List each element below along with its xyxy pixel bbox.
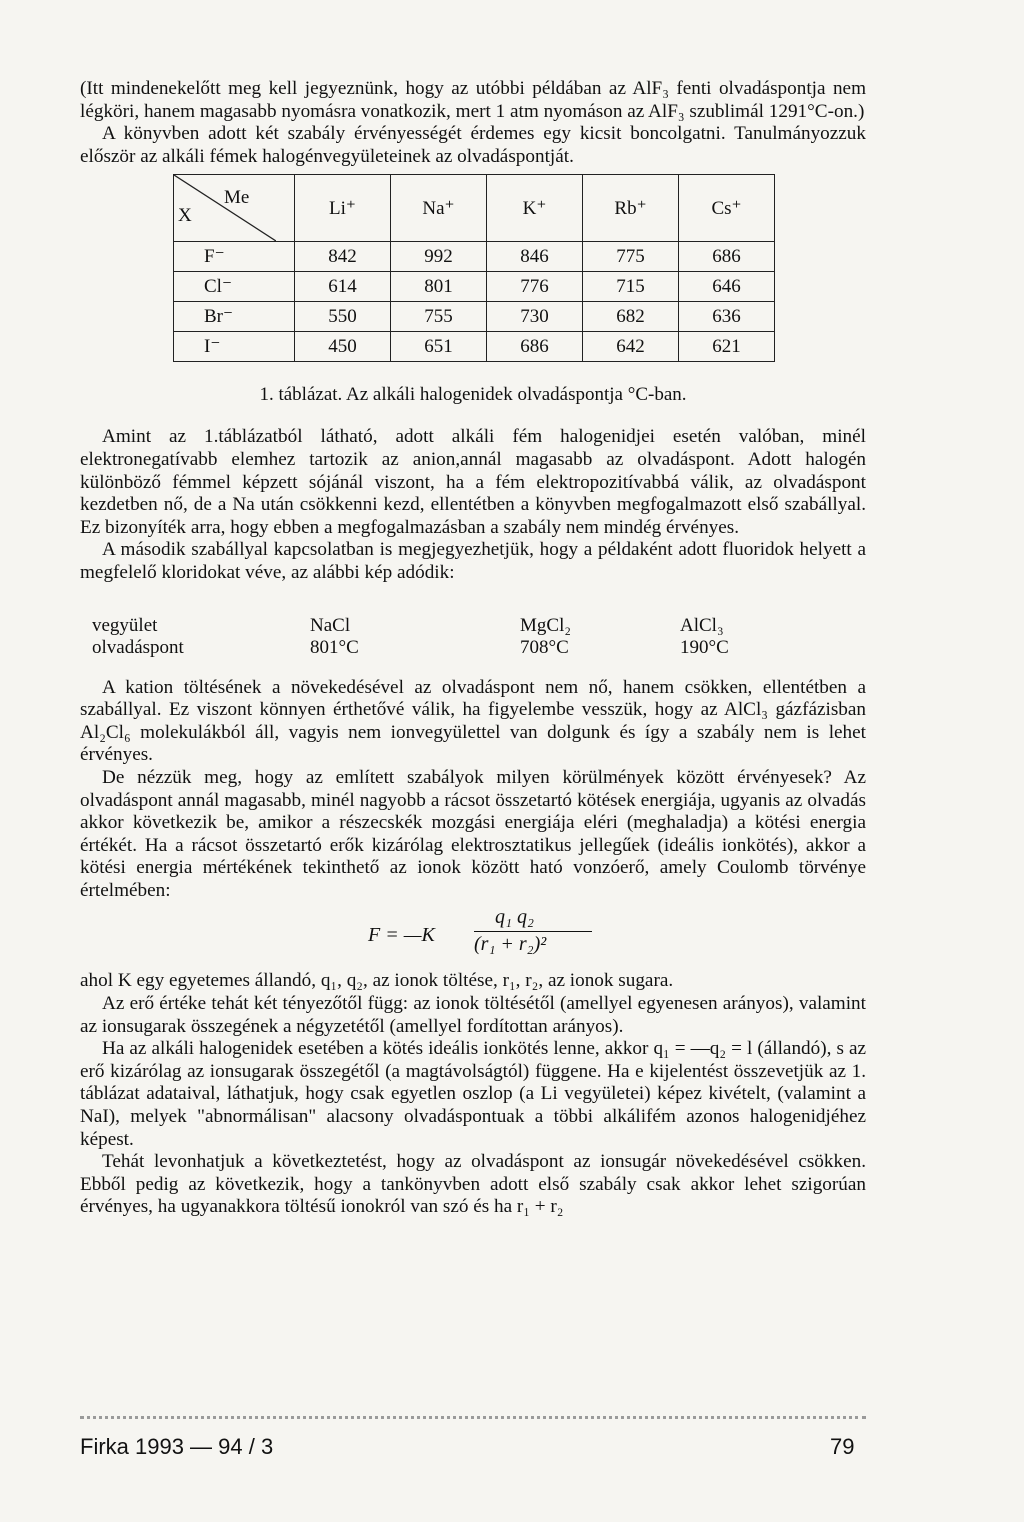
footer-divider	[80, 1416, 866, 1419]
fraction-bar	[474, 931, 592, 932]
row-header: Br⁻	[174, 302, 295, 332]
formula-lhs: F = —K	[368, 924, 435, 947]
article-body	[80, 78, 866, 1219]
table-cell: 614	[295, 272, 391, 302]
compound-name: AlCl₃	[680, 614, 724, 636]
corner-label-halogen: X	[178, 205, 192, 227]
row-header: F⁻	[174, 242, 295, 272]
table-cell: 730	[487, 302, 583, 332]
table-cell: 682	[583, 302, 679, 332]
journal-issue: Firka 1993 — 94 / 3	[80, 1434, 274, 1459]
paragraph-conclusion: Tehát levonhatjuk a következtetést, hogy az olvadáspont az ionsugár növekedésével csökken. Ebből pedig az következik, hogy a tankönyvben adott első szabály csak akkor lehet szigorúan érvényes, ha ugyanakkora töltésű ionokról van szó és ha r₁ + r₂	[80, 1151, 866, 1218]
table-header-row	[174, 175, 775, 242]
paragraph-force: Az erő értéke tehát két tényezőtől függ: az ionok töltésétől (amellyel egyenesen arányos), valamint az ionsugarak összegének a négyzetétől (amellyel fordítottan arányos).	[80, 993, 866, 1037]
table-row	[174, 332, 775, 362]
paragraph-aside: (Itt mindenekelőtt meg kell jegyeznünk, hogy az utóbbi példában az AlF₃ fenti olvadáspontja nem légköri, hanem magasabb nyomásra vonatkozik, mert 1 atm nyomáson az AlF₃ szublimál 1291°C-on.)	[80, 78, 866, 122]
table-cell: 846	[487, 242, 583, 272]
paragraph-formula-legend: ahol K egy egyetemes állandó, q₁, q₂, az ionok töltése, r₁, r₂, az ionok sugara.	[80, 970, 674, 992]
table-cell: 651	[391, 332, 487, 362]
compound-comparison	[92, 615, 866, 659]
table-cell: 550	[295, 302, 391, 332]
paragraph-conditions: De nézzük meg, hogy az említett szabályok milyen körülmények között érvényesek? Az olvadáspont annál magasabb, minél nagyobb a rácsot összetartó kötések energiája, ugyanis az olvadás akkor következik be, amikor a részecskék mozgási energiája eléri (meghaladja) a kötési energia értékét. Ha a rácsot összetartó erők kizárólag elektrosztatikus jellegűek (ideális ionkötés), akkor a kötési energia mértékének tekinthető az ionok között ható vonzóerő, amely Coulomb törvénye értelmében:	[80, 766, 866, 901]
compound-name: NaCl	[310, 614, 351, 636]
formula-denominator: (r₁ + r₂)²	[474, 933, 547, 956]
table-cell: 621	[679, 332, 775, 362]
table-cell: 450	[295, 332, 391, 362]
compound-mp: 801°C	[310, 636, 359, 658]
table-cell: 776	[487, 272, 583, 302]
table-cell: 642	[583, 332, 679, 362]
table-row	[174, 302, 775, 332]
compound-mp: 708°C	[520, 636, 569, 658]
label-melting-point: olvadáspont	[92, 636, 184, 658]
row-header: Cl⁻	[174, 272, 295, 302]
table-cell: 775	[583, 242, 679, 272]
label-compound: vegyület	[92, 614, 158, 636]
table-cell: 636	[679, 302, 775, 332]
table-cell: 646	[679, 272, 775, 302]
coulomb-formula	[80, 906, 866, 964]
table-corner-cell	[174, 175, 295, 242]
corner-label-metal: Me	[224, 187, 250, 209]
table-cell: 686	[487, 332, 583, 362]
column-header: Cs⁺	[679, 175, 775, 242]
paragraph-rule-two: A második szabállyal kapcsolatban is megjegyezhetjük, hogy a példaként adott fluoridok helyett a megfelelő kloridokat véve, az alábbi kép adódik:	[80, 539, 866, 583]
row-header: I⁻	[174, 332, 295, 362]
table-caption: 1. táblázat. Az alkáli halogenidek olvadáspontja °C-ban.	[259, 384, 687, 406]
compound-mp: 190°C	[680, 636, 729, 658]
compound-name: MgCl₂	[520, 614, 571, 636]
column-header: Rb⁺	[583, 175, 679, 242]
table-cell: 715	[583, 272, 679, 302]
formula-numerator: q₁ q₂	[495, 906, 534, 929]
paragraph-intro: A könyvben adott két szabály érvényességét érdemes egy kicsit boncolgatni. Tanulmányozzuk először az alkáli fémek halogénvegyületeinek az olvadáspontját.	[80, 123, 866, 167]
column-header: K⁺	[487, 175, 583, 242]
table-cell: 686	[679, 242, 775, 272]
paragraph-ideal-ionic: Ha az alkáli halogenidek esetében a kötés ideális ionkötés lenne, akkor q₁ = —q₂ = l (állandó), s az erő kizárólag az ionsugarak összegétől (a magtávolságtól) függene. Ha e kijelentést összevetjük az 1. táblázat adataival, láthatjuk, hogy csak egyetlen oszlop (a Li vegyületei) képez kivételt, (valamint a NaI), melyek "abnormálisan" alacsony olvadáspontuak a többi alkálifém azonos halogenidjéhez képest.	[80, 1038, 866, 1150]
table-cell: 755	[391, 302, 487, 332]
column-header: Li⁺	[295, 175, 391, 242]
table-row	[174, 242, 775, 272]
table-cell: 842	[295, 242, 391, 272]
melting-point-table	[173, 174, 775, 362]
column-header: Na⁺	[391, 175, 487, 242]
paragraph-rule-one: Amint az 1.táblázatból látható, adott alkáli fém halogenidjei esetén valóban, minél elektronegatívabb elemhez tartozik az anion,annál magasabb az olvadáspont. Adott halogén különböző fémmel képzett sójánál viszont, ha a fém elektropozitívabbá válik, az olvadáspont kezdetben nő, de a Na után csökkenni kezd, ellentétben a könyvben megfogalmazott első szabállyal. Ez bizonyíték arra, hogy ebben a megfogalmazásban a szabály nem mindég érvényes.	[80, 426, 866, 538]
page-number: 79	[830, 1434, 855, 1459]
paragraph-cation-charge: A kation töltésének a növekedésével az olvadáspont nem nő, hanem csökken, ellentétben a szabállyal. Ez viszont könnyen érthetővé válik, ha figyelembe vesszük, hogy az AlCl₃ gázfázisban Al₂Cl₆ molekulákból áll, vagyis nem ionvegyülettel van dolgunk és így a szabály nem is lehet érvényes.	[80, 676, 866, 766]
table-cell: 992	[391, 242, 487, 272]
table-cell: 801	[391, 272, 487, 302]
table-row	[174, 272, 775, 302]
